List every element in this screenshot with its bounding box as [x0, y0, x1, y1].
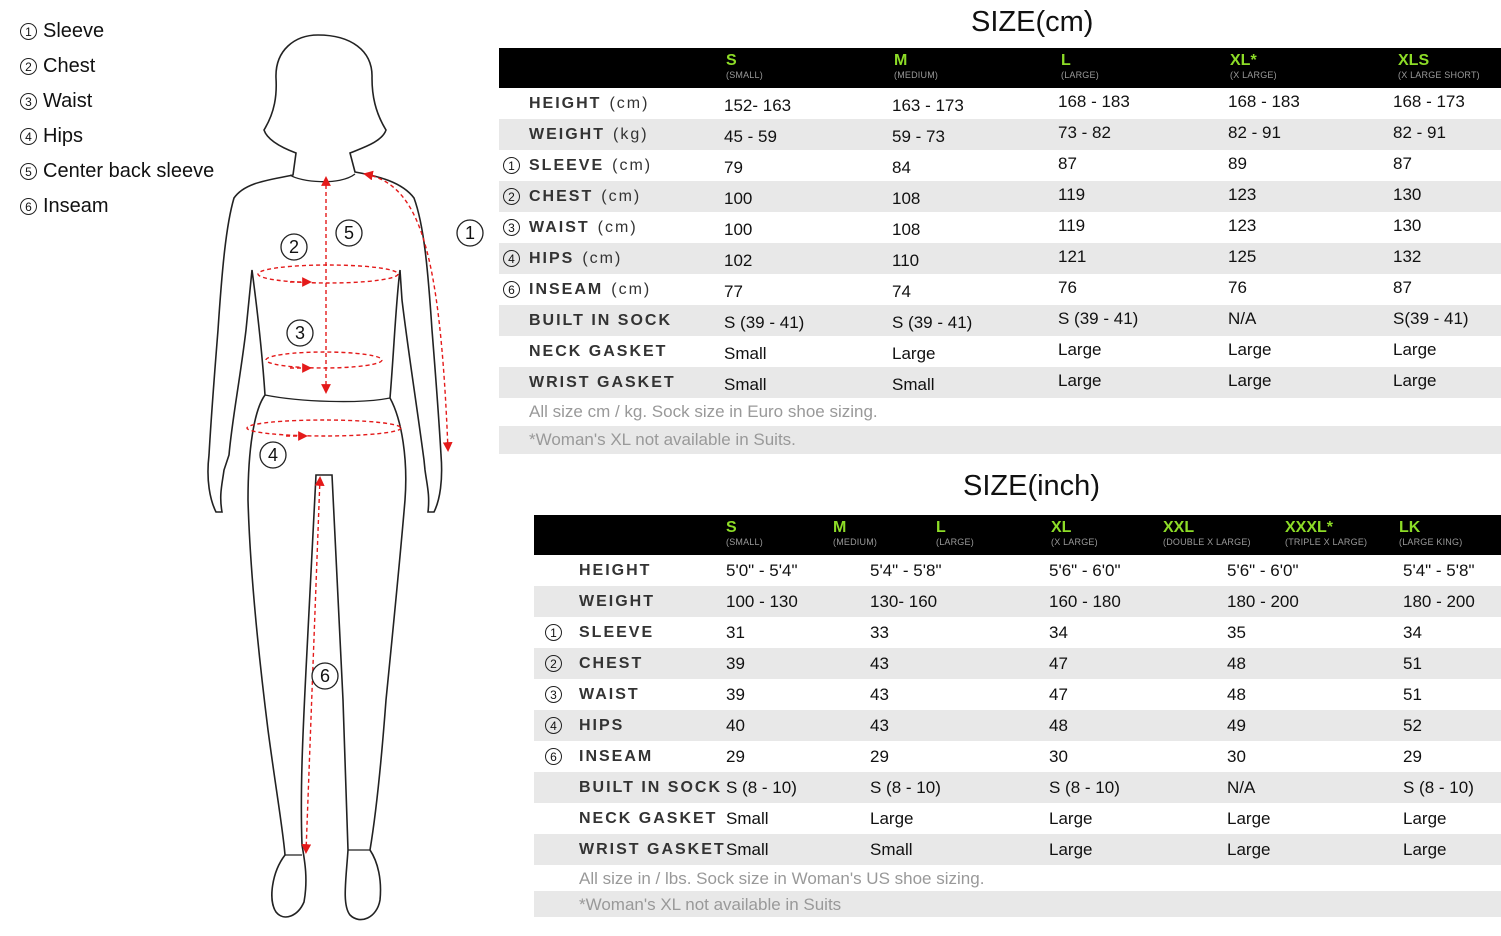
table-cell: 110	[892, 251, 920, 270]
table-cell: 84	[892, 158, 911, 177]
row-label	[579, 810, 717, 828]
table-cell: Large	[1058, 371, 1102, 390]
table-cell: 119	[1058, 216, 1086, 235]
row-number-icon: 2	[503, 188, 520, 205]
size-header-lk	[1399, 519, 1462, 548]
table-cell: 48	[1227, 654, 1246, 673]
row-label-text: BUILT IN SOCK	[529, 312, 673, 329]
size-code: XL*	[1230, 52, 1257, 69]
table-row	[499, 243, 1501, 274]
table-cell: 35	[1227, 623, 1246, 642]
table-row	[534, 834, 1501, 865]
size-header-xl	[1051, 519, 1098, 548]
row-unit: (cm)	[609, 95, 650, 112]
table-cell: 48	[1049, 716, 1068, 735]
table-cell: 108	[892, 189, 921, 208]
marker-2-text: 2	[288, 237, 300, 257]
size-subtitle: (TRIPLE X LARGE)	[1285, 537, 1368, 547]
row-label	[579, 686, 640, 704]
table-cell: 89	[1228, 154, 1247, 173]
footnote: All size in / lbs. Sock size in Woman's US shoe sizing.	[579, 869, 985, 888]
table-cell: 132	[1393, 247, 1422, 266]
size-code: M	[833, 519, 847, 536]
row-number-icon: 6	[545, 748, 562, 765]
row-label	[579, 655, 643, 673]
table-cell: 125	[1228, 247, 1257, 266]
row-unit: (cm)	[582, 250, 623, 267]
size-header-xxxl	[1285, 519, 1367, 548]
table-cell: 163 - 173	[892, 96, 964, 115]
row-unit: (kg)	[613, 126, 649, 143]
table-cell: 29	[726, 747, 745, 766]
cm-table-title: SIZE(cm)	[971, 6, 1094, 38]
size-header-xl	[1230, 52, 1277, 81]
table-cell: 5'4" - 5'8"	[870, 561, 942, 580]
table-cell: Large	[1049, 809, 1093, 828]
table-cell: 52	[1403, 716, 1422, 735]
size-subtitle: (SMALL)	[726, 537, 763, 547]
table-cell: S(39 - 41)	[1393, 309, 1469, 328]
table-row	[499, 150, 1501, 181]
table-cell: Small	[870, 840, 913, 859]
table-cell: N/A	[1227, 778, 1256, 797]
table-cell: 39	[726, 685, 745, 704]
table-cell: 79	[724, 158, 743, 177]
table-row	[534, 555, 1501, 586]
table-row	[499, 274, 1501, 305]
footnote: *Woman's XL not available in Suits	[579, 895, 842, 914]
table-cell: 87	[1058, 154, 1077, 173]
size-code: XXL	[1163, 519, 1195, 536]
legend-item-hips	[20, 119, 214, 154]
table-cell: 152- 163	[724, 96, 792, 115]
table-row	[534, 679, 1501, 710]
table-cell: 49	[1227, 716, 1246, 735]
measurement-legend	[20, 14, 214, 224]
legend-item-sleeve	[20, 14, 214, 49]
table-cell: 51	[1403, 654, 1422, 673]
legend-item-center-back-sleeve	[20, 154, 214, 189]
row-unit: (cm)	[612, 157, 653, 174]
row-label-text: NECK GASKET	[579, 810, 718, 827]
table-cell: N/A	[1228, 309, 1257, 328]
size-subtitle: (LARGE)	[936, 537, 974, 547]
row-label-text: WEIGHT	[529, 126, 605, 143]
row-label	[529, 95, 649, 113]
table-row	[534, 586, 1501, 617]
row-label	[579, 562, 651, 580]
table-row	[534, 648, 1501, 679]
table-cell: Large	[892, 344, 936, 363]
row-label	[529, 157, 652, 175]
legend-item-waist	[20, 84, 214, 119]
row-label-text: WRIST GASKET	[579, 841, 726, 858]
table-cell: 5'6" - 6'0"	[1049, 561, 1121, 580]
size-header-xls	[1398, 52, 1480, 81]
table-cell: 40	[726, 716, 745, 735]
table-cell: Large	[1403, 840, 1447, 859]
table-cell: 168 - 183	[1058, 92, 1130, 111]
table-cell: Small	[726, 809, 769, 828]
marker-5	[336, 220, 362, 246]
table-header	[534, 515, 1501, 555]
size-subtitle: (LARGE)	[1061, 70, 1099, 80]
row-number-icon: 6	[503, 281, 520, 298]
table-cell: Large	[870, 809, 914, 828]
row-label-text: NECK GASKET	[529, 343, 668, 360]
marker-6	[312, 663, 338, 689]
legend-number: 4	[20, 128, 37, 145]
row-label-text: HIPS	[579, 717, 625, 734]
table-cell: Large	[1228, 340, 1272, 359]
table-cell: 34	[1049, 623, 1068, 642]
marker-3-text: 3	[294, 323, 306, 343]
row-label-text: CHEST	[579, 655, 644, 672]
table-cell: 76	[1228, 278, 1247, 297]
row-unit: (cm)	[611, 281, 652, 298]
row-label	[529, 126, 649, 144]
row-label-text: CHEST	[529, 188, 594, 205]
table-cell: 160 - 180	[1049, 592, 1121, 611]
table-cell: 82 - 91	[1393, 123, 1446, 142]
table-cell: 47	[1049, 654, 1068, 673]
size-header-l	[1061, 52, 1099, 81]
row-label-text: INSEAM	[529, 281, 604, 298]
table-cell: 119	[1058, 185, 1086, 204]
row-label	[529, 219, 638, 237]
row-label	[579, 748, 653, 766]
table-cell: 74	[892, 282, 911, 301]
row-number-icon: 4	[545, 717, 562, 734]
table-cell: 59 - 73	[892, 127, 945, 146]
size-header-m	[833, 519, 877, 548]
row-label-text: HEIGHT	[579, 562, 652, 579]
row-label	[579, 841, 726, 859]
size-chart-cm	[499, 48, 1501, 454]
row-label	[579, 593, 655, 611]
table-cell: Small	[724, 344, 767, 363]
row-label	[529, 374, 676, 392]
size-subtitle: (MEDIUM)	[894, 70, 939, 80]
table-cell: 108	[892, 220, 921, 239]
table-cell: 87	[1393, 278, 1412, 297]
table-row	[534, 741, 1501, 772]
table-cell: 73 - 82	[1058, 123, 1111, 142]
legend-item-inseam	[20, 189, 214, 224]
body-outline	[208, 35, 442, 920]
row-label-text: WEIGHT	[579, 593, 655, 610]
table-row	[499, 305, 1501, 336]
footnote: *Woman's XL not available in Suits.	[529, 430, 796, 449]
table-row	[499, 212, 1501, 243]
marker-2	[281, 234, 307, 260]
table-row	[534, 617, 1501, 648]
legend-label: Center back sleeve	[43, 160, 215, 182]
legend-number: 3	[20, 93, 37, 110]
size-header-m	[894, 52, 938, 81]
table-cell: 5'0" - 5'4"	[726, 561, 798, 580]
table-cell: Large	[1227, 840, 1271, 859]
table-cell: 123	[1228, 216, 1257, 235]
size-subtitle: (X LARGE)	[1051, 537, 1098, 547]
table-cell: 33	[870, 623, 889, 642]
size-subtitle: (DOUBLE X LARGE)	[1163, 537, 1251, 547]
table-cell: 51	[1403, 685, 1422, 704]
table-cell: 180 - 200	[1403, 592, 1475, 611]
table-cell: 130- 160	[870, 592, 938, 611]
table-cell: 102	[724, 251, 753, 270]
row-number-icon: 1	[503, 157, 520, 174]
row-label-text: SLEEVE	[579, 624, 655, 641]
marker-5-text: 5	[343, 223, 355, 243]
table-cell: 87	[1393, 154, 1412, 173]
row-unit: (cm)	[601, 188, 642, 205]
table-cell: 130	[1393, 216, 1422, 235]
row-label-text: HIPS	[529, 250, 575, 267]
size-subtitle: (SMALL)	[726, 70, 763, 80]
table-cell: 5'6" - 6'0"	[1227, 561, 1299, 580]
table-cell: 168 - 183	[1228, 92, 1300, 111]
table-cell: S (39 - 41)	[892, 313, 973, 332]
row-number-icon: 3	[503, 219, 520, 236]
row-label	[579, 624, 654, 642]
legend-label: Waist	[43, 90, 93, 112]
row-label	[579, 779, 722, 797]
size-code: M	[894, 52, 908, 69]
size-subtitle: (X LARGE)	[1230, 70, 1277, 80]
size-subtitle: (X LARGE SHORT)	[1398, 70, 1480, 80]
size-subtitle: (MEDIUM)	[833, 537, 878, 547]
table-cell: 43	[870, 716, 889, 735]
size-code: L	[1061, 52, 1071, 69]
size-code: XL	[1051, 519, 1072, 536]
table-cell: Large	[1228, 371, 1272, 390]
table-cell: 31	[726, 623, 745, 642]
table-header	[499, 48, 1501, 88]
inch-table-title: SIZE(inch)	[963, 470, 1100, 502]
table-cell: 30	[1049, 747, 1068, 766]
table-cell: 123	[1228, 185, 1257, 204]
row-label-text: WAIST	[529, 219, 590, 236]
legend-label: Chest	[43, 55, 96, 77]
table-row	[534, 710, 1501, 741]
table-cell: S (39 - 41)	[1058, 309, 1139, 328]
size-code: S	[726, 52, 737, 69]
table-cell: 29	[1403, 747, 1422, 766]
row-label-text: HEIGHT	[529, 95, 602, 112]
row-label-text: INSEAM	[579, 748, 654, 765]
table-cell: 180 - 200	[1227, 592, 1299, 611]
row-label	[579, 717, 624, 735]
table-cell: 45 - 59	[724, 127, 777, 146]
table-cell: 34	[1403, 623, 1422, 642]
table-row	[499, 367, 1501, 398]
table-cell: 100	[724, 189, 753, 208]
table-cell: Large	[1403, 809, 1447, 828]
row-label	[529, 188, 641, 206]
marker-4-text: 4	[267, 445, 279, 465]
legend-number: 1	[20, 23, 37, 40]
row-label-text: SLEEVE	[529, 157, 605, 174]
table-row	[499, 181, 1501, 212]
size-subtitle: (LARGE KING)	[1399, 537, 1463, 547]
footnote-row	[499, 426, 1501, 454]
table-row	[499, 336, 1501, 367]
table-cell: 30	[1227, 747, 1246, 766]
table-row	[499, 119, 1501, 150]
table-cell: Large	[1393, 371, 1437, 390]
marker-3	[287, 320, 313, 346]
size-code: S	[726, 519, 737, 536]
row-label-text: BUILT IN SOCK	[579, 779, 723, 796]
table-cell: S (8 - 10)	[1049, 778, 1120, 797]
body-measurement-figure	[190, 25, 500, 930]
row-label	[529, 250, 622, 268]
footnote: All size cm / kg. Sock size in Euro shoe sizing.	[529, 402, 878, 421]
row-number-icon: 4	[503, 250, 520, 267]
legend-label: Hips	[43, 125, 84, 147]
size-code: XLS	[1398, 52, 1430, 69]
size-chart-inch	[534, 515, 1501, 917]
table-cell: 100 - 130	[726, 592, 798, 611]
table-cell: S (8 - 10)	[1403, 778, 1474, 797]
table-cell: 168 - 173	[1393, 92, 1465, 111]
row-label-text: WAIST	[579, 686, 640, 703]
table-row	[534, 772, 1501, 803]
table-cell: Small	[724, 375, 767, 394]
size-header-l	[936, 519, 974, 548]
table-cell: Large	[1227, 809, 1271, 828]
table-cell: 29	[870, 747, 889, 766]
table-cell: 39	[726, 654, 745, 673]
table-row	[499, 88, 1501, 119]
table-cell: 43	[870, 685, 889, 704]
table-cell: Large	[1393, 340, 1437, 359]
table-row	[534, 803, 1501, 834]
table-cell: Large	[1058, 340, 1102, 359]
marker-1-text: 1	[464, 223, 476, 243]
table-cell: 82 - 91	[1228, 123, 1281, 142]
table-cell: 48	[1227, 685, 1246, 704]
legend-number: 6	[20, 198, 37, 215]
table-cell: Small	[892, 375, 935, 394]
size-header-xxl	[1163, 519, 1251, 548]
row-unit: (cm)	[597, 219, 638, 236]
row-number-icon: 3	[545, 686, 562, 703]
row-label	[529, 312, 672, 330]
table-cell: 5'4" - 5'8"	[1403, 561, 1475, 580]
marker-6-text: 6	[319, 666, 331, 686]
legend-label: Sleeve	[43, 20, 105, 42]
footnote-row	[499, 398, 1501, 426]
size-code: LK	[1399, 519, 1421, 536]
size-code: XXXL*	[1285, 519, 1334, 536]
table-cell: 121	[1058, 247, 1087, 266]
table-cell: Large	[1049, 840, 1093, 859]
table-cell: 43	[870, 654, 889, 673]
table-cell: S (39 - 41)	[724, 313, 805, 332]
legend-item-chest	[20, 49, 214, 84]
row-number-icon: 1	[545, 624, 562, 641]
row-label-text: WRIST GASKET	[529, 374, 676, 391]
legend-number: 5	[20, 163, 37, 180]
table-cell: 76	[1058, 278, 1077, 297]
size-header-s	[726, 519, 763, 548]
row-number-icon: 2	[545, 655, 562, 672]
table-cell: 100	[724, 220, 753, 239]
marker-4	[260, 442, 286, 468]
marker-1	[457, 220, 483, 246]
row-label	[529, 343, 667, 361]
table-cell: 77	[724, 282, 743, 301]
table-cell: S (8 - 10)	[726, 778, 797, 797]
footnote-row	[534, 891, 1501, 917]
size-code: L	[936, 519, 946, 536]
table-cell: 47	[1049, 685, 1068, 704]
row-label	[529, 281, 651, 299]
table-cell: Small	[726, 840, 769, 859]
table-cell: S (8 - 10)	[870, 778, 941, 797]
size-header-s	[726, 52, 763, 81]
footnote-row	[534, 865, 1501, 891]
legend-number: 2	[20, 58, 37, 75]
table-cell: 130	[1393, 185, 1422, 204]
legend-label: Inseam	[43, 195, 109, 217]
